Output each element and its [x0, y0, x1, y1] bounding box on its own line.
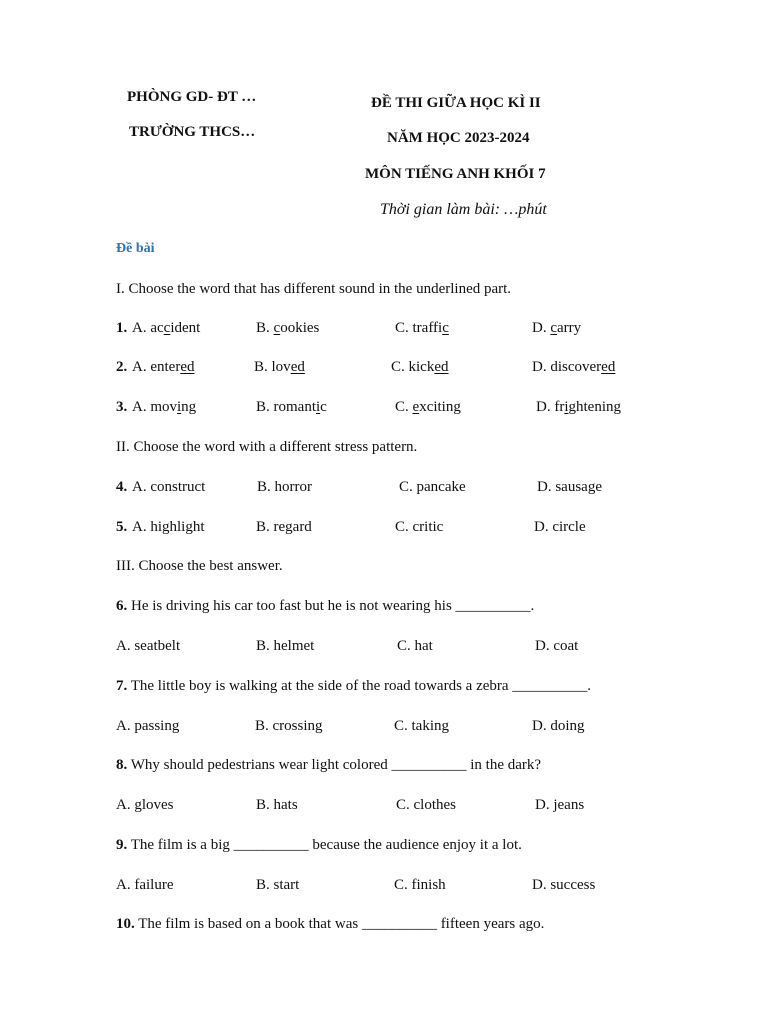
option-b: B. regard	[256, 519, 312, 535]
option-a: A. passing	[116, 718, 180, 734]
header-exam-title: ĐỀ THI GIỮA HỌC KÌ II	[371, 95, 541, 111]
option-b: B. loved	[254, 359, 305, 375]
option-a: A. entered	[132, 359, 195, 375]
option-d: D. success	[532, 877, 596, 893]
option-d: D. doing	[532, 718, 585, 734]
question-number: 3.	[116, 399, 128, 415]
option-a: A. seatbelt	[116, 638, 181, 654]
question-number: 5.	[116, 519, 128, 535]
question-stem: 9. The film is a big __________ because the audience enjoy it a lot.	[116, 837, 522, 853]
option-c: C. finish	[394, 877, 446, 893]
question-stem: 10. The film is based on a book that was __________ fifteen years ago.	[116, 916, 545, 932]
option-b: B. romantic	[256, 399, 327, 415]
option-b: B. helmet	[256, 638, 315, 654]
option-c: C. hat	[397, 638, 433, 654]
option-a: A. moving	[132, 399, 197, 415]
option-c: C. pancake	[399, 479, 466, 495]
question-stem: 6. He is driving his car too fast but he is not wearing his __________.	[116, 598, 535, 614]
option-a: A. construct	[132, 479, 206, 495]
option-d: D. circle	[534, 519, 586, 535]
option-c: C. traffic	[395, 320, 449, 336]
question-number: 1.	[116, 320, 128, 336]
option-d: D. sausage	[537, 479, 602, 495]
part1-heading: I. Choose the word that has different sound in the underlined part.	[116, 281, 512, 297]
part3-heading: III. Choose the best answer.	[116, 558, 283, 574]
question-stem: 8. Why should pedestrians wear light colored __________ in the dark?	[116, 757, 542, 773]
option-c: C. clothes	[396, 797, 456, 813]
question-stem: 7. The little boy is walking at the side of the road towards a zebra __________.	[116, 678, 592, 694]
option-b: B. horror	[257, 479, 312, 495]
header-subject: MÔN TIẾNG ANH KHỐI 7	[365, 166, 546, 182]
header-school: TRƯỜNG THCS…	[129, 124, 256, 140]
option-c: C. kicked	[391, 359, 449, 375]
part2-heading: II. Choose the word with a different stress pattern.	[116, 439, 418, 455]
question-number: 2.	[116, 359, 128, 375]
option-d: D. coat	[535, 638, 579, 654]
option-a: A. failure	[116, 877, 174, 893]
option-c: C. taking	[394, 718, 449, 734]
option-d: D. jeans	[535, 797, 585, 813]
option-d: D. carry	[532, 320, 582, 336]
section-label: Đề bài	[116, 241, 155, 256]
option-d: D. frightening	[536, 399, 621, 415]
option-a: A. gloves	[116, 797, 174, 813]
header-school-year: NĂM HỌC 2023-2024	[387, 130, 530, 146]
option-a: A. accident	[132, 320, 201, 336]
question-number: 4.	[116, 479, 128, 495]
option-a: A. highlight	[132, 519, 205, 535]
header-time-limit: Thời gian làm bài: …phút	[380, 201, 547, 218]
option-c: C. critic	[395, 519, 444, 535]
option-c: C. exciting	[395, 399, 461, 415]
option-d: D. discovered	[532, 359, 616, 375]
option-b: B. crossing	[255, 718, 323, 734]
header-department: PHÒNG GD- ĐT …	[127, 89, 257, 105]
option-b: B. hats	[256, 797, 298, 813]
option-b: B. start	[256, 877, 300, 893]
option-b: B. cookies	[256, 320, 320, 336]
